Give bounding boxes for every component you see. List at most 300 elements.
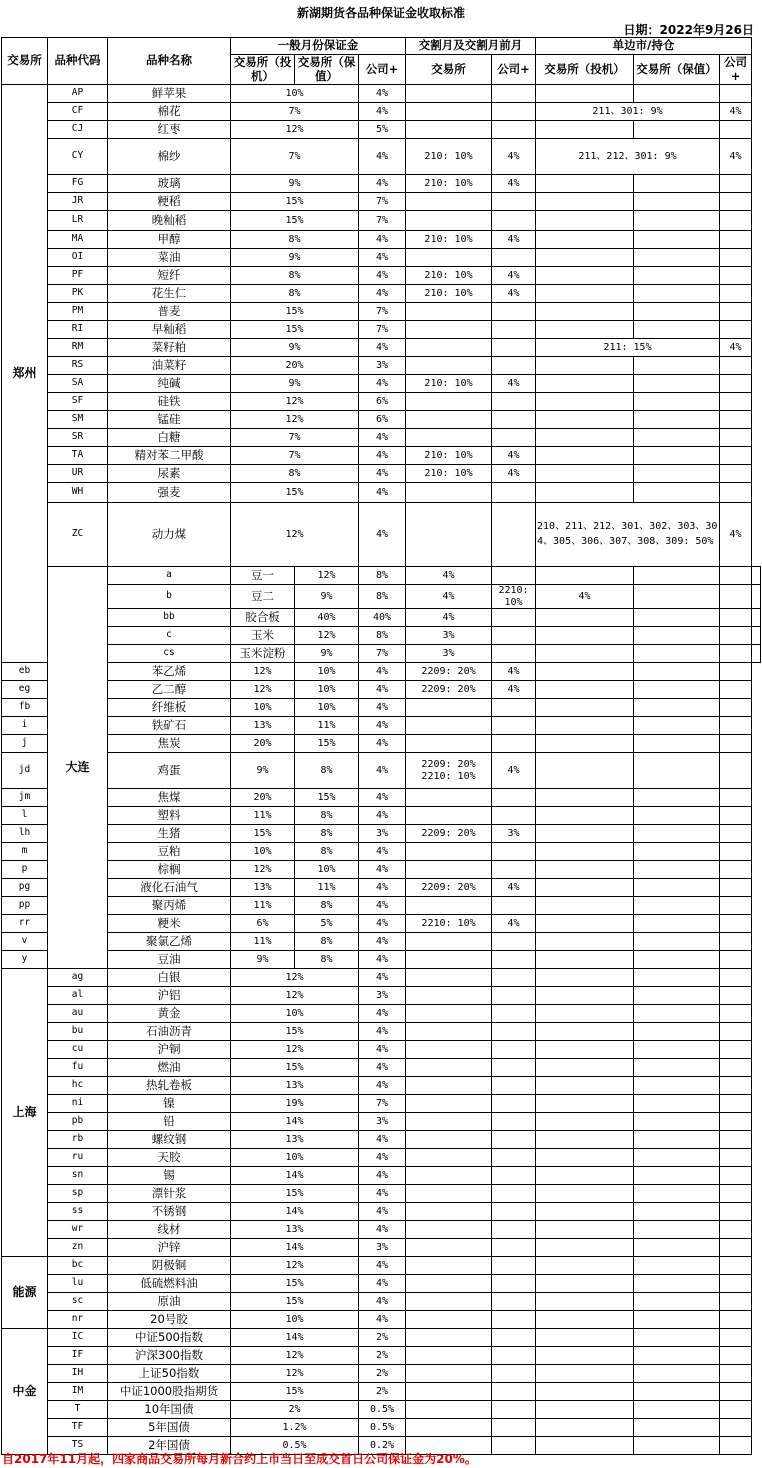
delivery-company-cell: 4% (492, 375, 536, 393)
name-cell: 苯乙烯 (108, 663, 231, 681)
code-cell: WH (48, 483, 108, 503)
general-cell: 15% (231, 483, 359, 503)
general-hedge-cell: 7% (359, 645, 406, 663)
general-company-cell: 3% (359, 1113, 406, 1131)
table-row (2, 85, 761, 103)
table-row (2, 645, 761, 663)
unilateral-hedge-cell (634, 897, 720, 915)
general-company-cell: 4% (359, 103, 406, 121)
general-company-cell: 4% (359, 285, 406, 303)
unilateral-company-cell (720, 85, 752, 103)
unilateral-company-cell (720, 175, 752, 193)
general-spec-cell: 12% (231, 663, 295, 681)
table-row (2, 1293, 761, 1311)
delivery-cell (406, 699, 492, 717)
general-spec-cell: 15% (231, 825, 295, 843)
name-cell: 焦煤 (108, 789, 231, 807)
header-code: 品种代码 (48, 38, 108, 85)
general-hedge-cell: 8% (295, 843, 359, 861)
general-cell: 12% (231, 1365, 359, 1383)
delivery-company-cell (492, 735, 536, 753)
general-company-cell: 4% (359, 861, 406, 879)
unilateral-spec-cell (634, 567, 720, 585)
general-company-cell: 4% (359, 1041, 406, 1059)
general-cell: 19% (231, 1095, 359, 1113)
unilateral-hedge-cell (634, 717, 720, 735)
table-row (2, 357, 761, 375)
general-cell: 8% (231, 465, 359, 483)
name-cell: 甲醇 (108, 231, 231, 249)
unilateral-spec-cell (536, 175, 634, 193)
unilateral-company-cell (720, 303, 752, 321)
table-row (2, 1095, 761, 1113)
delivery-cell (406, 753, 492, 789)
unilateral-company-cell: 4% (720, 139, 752, 175)
name-cell: 5年国债 (108, 1419, 231, 1437)
unilateral-hedge-cell (634, 753, 720, 789)
code-cell: eg (2, 681, 48, 699)
unilateral-spec-cell (536, 321, 634, 339)
name-cell: 生猪 (108, 825, 231, 843)
general-cell: 9% (231, 249, 359, 267)
unilateral-spec-cell (536, 753, 634, 789)
delivery-company-cell (492, 483, 536, 503)
general-company-cell: 4% (359, 267, 406, 285)
name-cell: 2年国债 (108, 1437, 231, 1455)
unilateral-spec-cell (536, 987, 634, 1005)
general-company-cell: 4% (359, 1185, 406, 1203)
code-cell: zn (48, 1239, 108, 1257)
exchange-cell: 上海 (2, 969, 48, 1257)
unilateral-company-cell: 4% (720, 103, 752, 121)
footnote: 自2017年11月起，四家商品交易所每月新合约上市当日至成交首日公司保证金为20%。 (2, 1452, 477, 1466)
general-company-cell: 7% (359, 321, 406, 339)
general-company-cell: 4% (359, 375, 406, 393)
unilateral-hedge-cell (720, 567, 752, 585)
name-cell: 棉花 (108, 103, 231, 121)
code-cell: TA (48, 447, 108, 465)
code-cell: ZC (48, 503, 108, 567)
delivery-line: 2209: 20% (421, 759, 476, 770)
name-cell: 豆二 (231, 585, 295, 609)
unilateral-hedge-cell (634, 411, 720, 429)
delivery-company-cell: 3% (492, 825, 536, 843)
general-company-cell: 4% (406, 567, 492, 585)
delivery-company-cell (492, 1239, 536, 1257)
delivery-company-cell: 4% (492, 447, 536, 465)
code-cell: sn (48, 1167, 108, 1185)
unilateral-company-cell (720, 699, 752, 717)
table-row (2, 1347, 761, 1365)
unilateral-company-cell (720, 717, 752, 735)
general-spec-cell: 13% (231, 879, 295, 897)
general-company-cell: 4% (359, 139, 406, 175)
table-row (2, 285, 761, 303)
unilateral-company-cell (720, 1059, 752, 1077)
name-cell: 漂针浆 (108, 1185, 231, 1203)
table-row (2, 411, 761, 429)
unilateral-hedge-cell (634, 1005, 720, 1023)
general-cell: 9% (231, 175, 359, 193)
general-company-cell: 5% (359, 121, 406, 139)
general-company-cell: 4% (359, 1221, 406, 1239)
general-spec-cell: 40% (295, 609, 359, 627)
unilateral-hedge-cell (634, 1311, 720, 1329)
general-cell: 15% (231, 1275, 359, 1293)
unilateral-company-cell (752, 627, 761, 645)
unilateral-spec-cell (536, 1095, 634, 1113)
delivery-cell (406, 1257, 492, 1275)
unilateral-company-cell (720, 321, 752, 339)
general-company-cell: 4% (359, 1293, 406, 1311)
table-row (2, 375, 761, 393)
general-company-cell: 4% (359, 933, 406, 951)
general-cell: 12% (231, 503, 359, 567)
code-cell: y (2, 951, 48, 969)
name-cell: 阴极铜 (108, 1257, 231, 1275)
unilateral-hedge-cell (634, 969, 720, 987)
unilateral-hedge-cell (634, 1041, 720, 1059)
unilateral-hedge-cell (634, 193, 720, 211)
unilateral-company-cell (720, 1005, 752, 1023)
general-company-cell: 4% (359, 1131, 406, 1149)
unilateral-spec-cell (536, 303, 634, 321)
name-cell: 中证500指数 (108, 1329, 231, 1347)
name-cell: 尿素 (108, 465, 231, 483)
unilateral-spec-cell (536, 681, 634, 699)
general-hedge-cell: 8% (295, 951, 359, 969)
unilateral-spec-cell (536, 375, 634, 393)
unilateral-hedge-cell (634, 807, 720, 825)
general-company-cell: 4% (359, 753, 406, 789)
name-cell: 铁矿石 (108, 717, 231, 735)
delivery-company-cell (492, 1365, 536, 1383)
general-spec-cell: 6% (231, 915, 295, 933)
unilateral-company-cell (720, 1203, 752, 1221)
unilateral-spec-cell (536, 1113, 634, 1131)
delivery-company-cell: 4% (492, 231, 536, 249)
unilateral-company-cell (720, 465, 752, 483)
code-cell: JR (48, 193, 108, 211)
code-cell: SR (48, 429, 108, 447)
unilateral-hedge-cell (634, 915, 720, 933)
general-company-cell: 4% (359, 1275, 406, 1293)
code-cell: j (2, 735, 48, 753)
general-company-cell: 4% (359, 807, 406, 825)
unilateral-spec-cell (536, 717, 634, 735)
general-company-cell: 4% (359, 231, 406, 249)
general-company-cell: 4% (359, 339, 406, 357)
unilateral-company-cell (720, 429, 752, 447)
delivery-cell: 2209: 20% (406, 825, 492, 843)
unilateral-company-cell (720, 1347, 752, 1365)
unilateral-spec-cell (634, 609, 720, 627)
name-cell: 20号胶 (108, 1311, 231, 1329)
code-cell: CY (48, 139, 108, 175)
delivery-cell: 2209: 20% (406, 663, 492, 681)
name-cell: 燃油 (108, 1059, 231, 1077)
general-spec-cell: 12% (231, 861, 295, 879)
unilateral-company-cell (720, 483, 752, 503)
unilateral-company-cell (720, 267, 752, 285)
unilateral-hedge-cell (634, 285, 720, 303)
general-hedge-cell: 15% (295, 789, 359, 807)
unilateral-company-cell (720, 1023, 752, 1041)
table-row (2, 447, 761, 465)
header-general: 一般月份保证金 (231, 38, 406, 55)
delivery-cell (406, 1077, 492, 1095)
general-cell: 7% (231, 429, 359, 447)
delivery-cell (406, 321, 492, 339)
table-row (2, 103, 761, 121)
delivery-cell (492, 609, 536, 627)
code-cell: bu (48, 1023, 108, 1041)
table-row (2, 807, 761, 825)
unilateral-hedge-cell (720, 609, 752, 627)
code-cell: PM (48, 303, 108, 321)
general-hedge-cell: 15% (295, 735, 359, 753)
unilateral-hedge-cell (634, 429, 720, 447)
unilateral-company-cell (720, 1401, 752, 1419)
code-cell: IM (48, 1383, 108, 1401)
general-cell: 8% (231, 231, 359, 249)
unilateral-hedge-cell (634, 321, 720, 339)
delivery-company-cell: 4% (492, 753, 536, 789)
delivery-cell (406, 339, 492, 357)
code-cell: au (48, 1005, 108, 1023)
unilateral-company-cell (720, 249, 752, 267)
general-company-cell: 4% (359, 1023, 406, 1041)
unilateral-hedge-cell (634, 1203, 720, 1221)
unilateral-spec-cell (536, 1023, 634, 1041)
delivery-cell: 210: 10% (406, 375, 492, 393)
code-cell: OI (48, 249, 108, 267)
general-cell: 7% (231, 103, 359, 121)
delivery-cell (406, 121, 492, 139)
general-cell: 14% (231, 1239, 359, 1257)
delivery-cell (492, 627, 536, 645)
general-company-cell: 4% (406, 585, 492, 609)
name-cell: 沪铝 (108, 987, 231, 1005)
name-cell: 豆一 (231, 567, 295, 585)
name-cell: 豆粕 (108, 843, 231, 861)
general-company-cell: 4% (359, 717, 406, 735)
unilateral-company-cell (720, 735, 752, 753)
unilateral-spec-cell (536, 843, 634, 861)
name-cell: 镍 (108, 1095, 231, 1113)
name-cell: 焦炭 (108, 735, 231, 753)
delivery-cell (492, 645, 536, 663)
unilateral-spec-cell (536, 193, 634, 211)
code-cell: MA (48, 231, 108, 249)
header-company: 公司+ (359, 55, 406, 85)
table-row (2, 879, 761, 897)
code-cell: bc (48, 1257, 108, 1275)
delivery-company-cell (492, 1329, 536, 1347)
unilateral-hedge-cell (634, 1131, 720, 1149)
table-row (2, 1059, 761, 1077)
table-row (2, 861, 761, 879)
delivery-company-cell (492, 121, 536, 139)
unilateral-company-cell (720, 1185, 752, 1203)
code-cell: bb (108, 609, 231, 627)
unilateral-spec-cell (536, 447, 634, 465)
unilateral-hedge-cell (634, 825, 720, 843)
delivery-company-cell (492, 503, 536, 567)
unilateral-spec-cell (536, 1221, 634, 1239)
general-cell: 12% (231, 969, 359, 987)
code-cell: PK (48, 285, 108, 303)
general-company-cell: 2% (359, 1383, 406, 1401)
table-row (2, 1365, 761, 1383)
table-row (2, 1131, 761, 1149)
general-company-cell: 4% (359, 249, 406, 267)
delivery-cell (406, 789, 492, 807)
unilateral-hedge-cell (634, 1257, 720, 1275)
general-company-cell: 4% (359, 879, 406, 897)
report-date: 日期：2022年9月26日 (623, 23, 754, 37)
unilateral-company-cell (720, 393, 752, 411)
delivery-company-cell (492, 1077, 536, 1095)
code-cell: pb (48, 1113, 108, 1131)
general-company-cell: 4% (359, 503, 406, 567)
general-cell: 15% (231, 1023, 359, 1041)
table-row (2, 1185, 761, 1203)
unilateral-hedge-cell (634, 699, 720, 717)
general-spec-cell: 10% (231, 843, 295, 861)
unilateral-company-cell: 4% (720, 503, 752, 567)
general-cell: 15% (231, 303, 359, 321)
unilateral-spec-cell (536, 1185, 634, 1203)
unilateral-spec-cell (536, 465, 634, 483)
unilateral-hedge-cell (634, 231, 720, 249)
unilateral-hedge-cell (634, 211, 720, 231)
delivery-company-cell (492, 1149, 536, 1167)
unilateral-company-cell (720, 879, 752, 897)
unilateral-hedge-cell (634, 681, 720, 699)
table-row (2, 303, 761, 321)
general-hedge-cell: 5% (295, 915, 359, 933)
unilateral-spec-cell (536, 897, 634, 915)
code-cell: T (48, 1401, 108, 1419)
name-cell: 上证50指数 (108, 1365, 231, 1383)
table-row (2, 321, 761, 339)
unilateral-spec-cell (536, 969, 634, 987)
unilateral-spec-cell (536, 121, 634, 139)
name-cell: 棕榈 (108, 861, 231, 879)
delivery-company-cell (536, 645, 634, 663)
code-cell: RI (48, 321, 108, 339)
name-cell: 硅铁 (108, 393, 231, 411)
header-exchange: 交易所 (2, 38, 48, 85)
table-row (2, 753, 761, 789)
table-row (2, 663, 761, 681)
unilateral-hedge-cell (634, 1239, 720, 1257)
code-cell: sp (48, 1185, 108, 1203)
table-row (2, 1041, 761, 1059)
delivery-company-cell: 4% (492, 663, 536, 681)
unilateral-company-cell (720, 861, 752, 879)
unilateral-spec-cell (634, 585, 720, 609)
unilateral-hedge-cell (634, 1365, 720, 1383)
name-cell: 塑料 (108, 807, 231, 825)
general-hedge-cell: 40% (359, 609, 406, 627)
general-company-cell: 4% (359, 681, 406, 699)
table-row (2, 1221, 761, 1239)
unilateral-company-cell (720, 1095, 752, 1113)
general-cell: 13% (231, 1077, 359, 1095)
general-hedge-cell: 8% (295, 753, 359, 789)
unilateral-company-cell (720, 357, 752, 375)
general-cell: 13% (231, 1131, 359, 1149)
table-row (2, 825, 761, 843)
unilateral-company-cell (720, 1419, 752, 1437)
code-cell: ni (48, 1095, 108, 1113)
header-delivery-ex: 交易所 (406, 55, 492, 85)
table-row (2, 175, 761, 193)
general-company-cell: 4% (359, 1203, 406, 1221)
unilateral-company-cell (752, 645, 761, 663)
delivery-cell (406, 1329, 492, 1347)
code-cell: b (108, 585, 231, 609)
table-row (2, 1329, 761, 1347)
unilateral-company-cell (752, 567, 761, 585)
name-cell: 纯碱 (108, 375, 231, 393)
general-company-cell: 4% (359, 789, 406, 807)
unilateral-hedge-cell (634, 465, 720, 483)
delivery-cell (406, 1239, 492, 1257)
code-cell: CJ (48, 121, 108, 139)
general-cell: 15% (231, 1059, 359, 1077)
delivery-company-cell: 4% (492, 285, 536, 303)
unilateral-company-cell (752, 609, 761, 627)
unilateral-company-cell (720, 411, 752, 429)
unilateral-hedge-cell (634, 1167, 720, 1185)
unilateral-company-cell (720, 193, 752, 211)
name-cell: 早籼稻 (108, 321, 231, 339)
delivery-cell (406, 1185, 492, 1203)
delivery-company-cell (492, 211, 536, 231)
table-row (2, 139, 761, 175)
unilateral-company-cell (720, 843, 752, 861)
name-cell: 鲜苹果 (108, 85, 231, 103)
unilateral-spec-cell (536, 1419, 634, 1437)
unilateral-cell: 210、211、212、301、302、303、304、305、306、307、308、309: 50% (536, 503, 720, 567)
delivery-company-cell (492, 789, 536, 807)
general-cell: 10% (231, 85, 359, 103)
code-cell: c (108, 627, 231, 645)
name-cell: 热轧卷板 (108, 1077, 231, 1095)
unilateral-hedge-cell (634, 175, 720, 193)
code-cell: ru (48, 1149, 108, 1167)
general-company-cell: 4% (359, 663, 406, 681)
code-cell: m (2, 843, 48, 861)
general-company-cell: 7% (359, 1095, 406, 1113)
delivery-company-cell (492, 1041, 536, 1059)
delivery-cell (406, 193, 492, 211)
unilateral-hedge-cell (634, 267, 720, 285)
delivery-company-cell: 4% (492, 465, 536, 483)
table-row (2, 429, 761, 447)
unilateral-company-cell (720, 375, 752, 393)
delivery-company-cell (492, 85, 536, 103)
code-cell: CF (48, 103, 108, 121)
table-row (2, 843, 761, 861)
general-cell: 10% (231, 1311, 359, 1329)
unilateral-spec-cell (536, 1257, 634, 1275)
unilateral-spec-cell (536, 1293, 634, 1311)
table-row (2, 1383, 761, 1401)
